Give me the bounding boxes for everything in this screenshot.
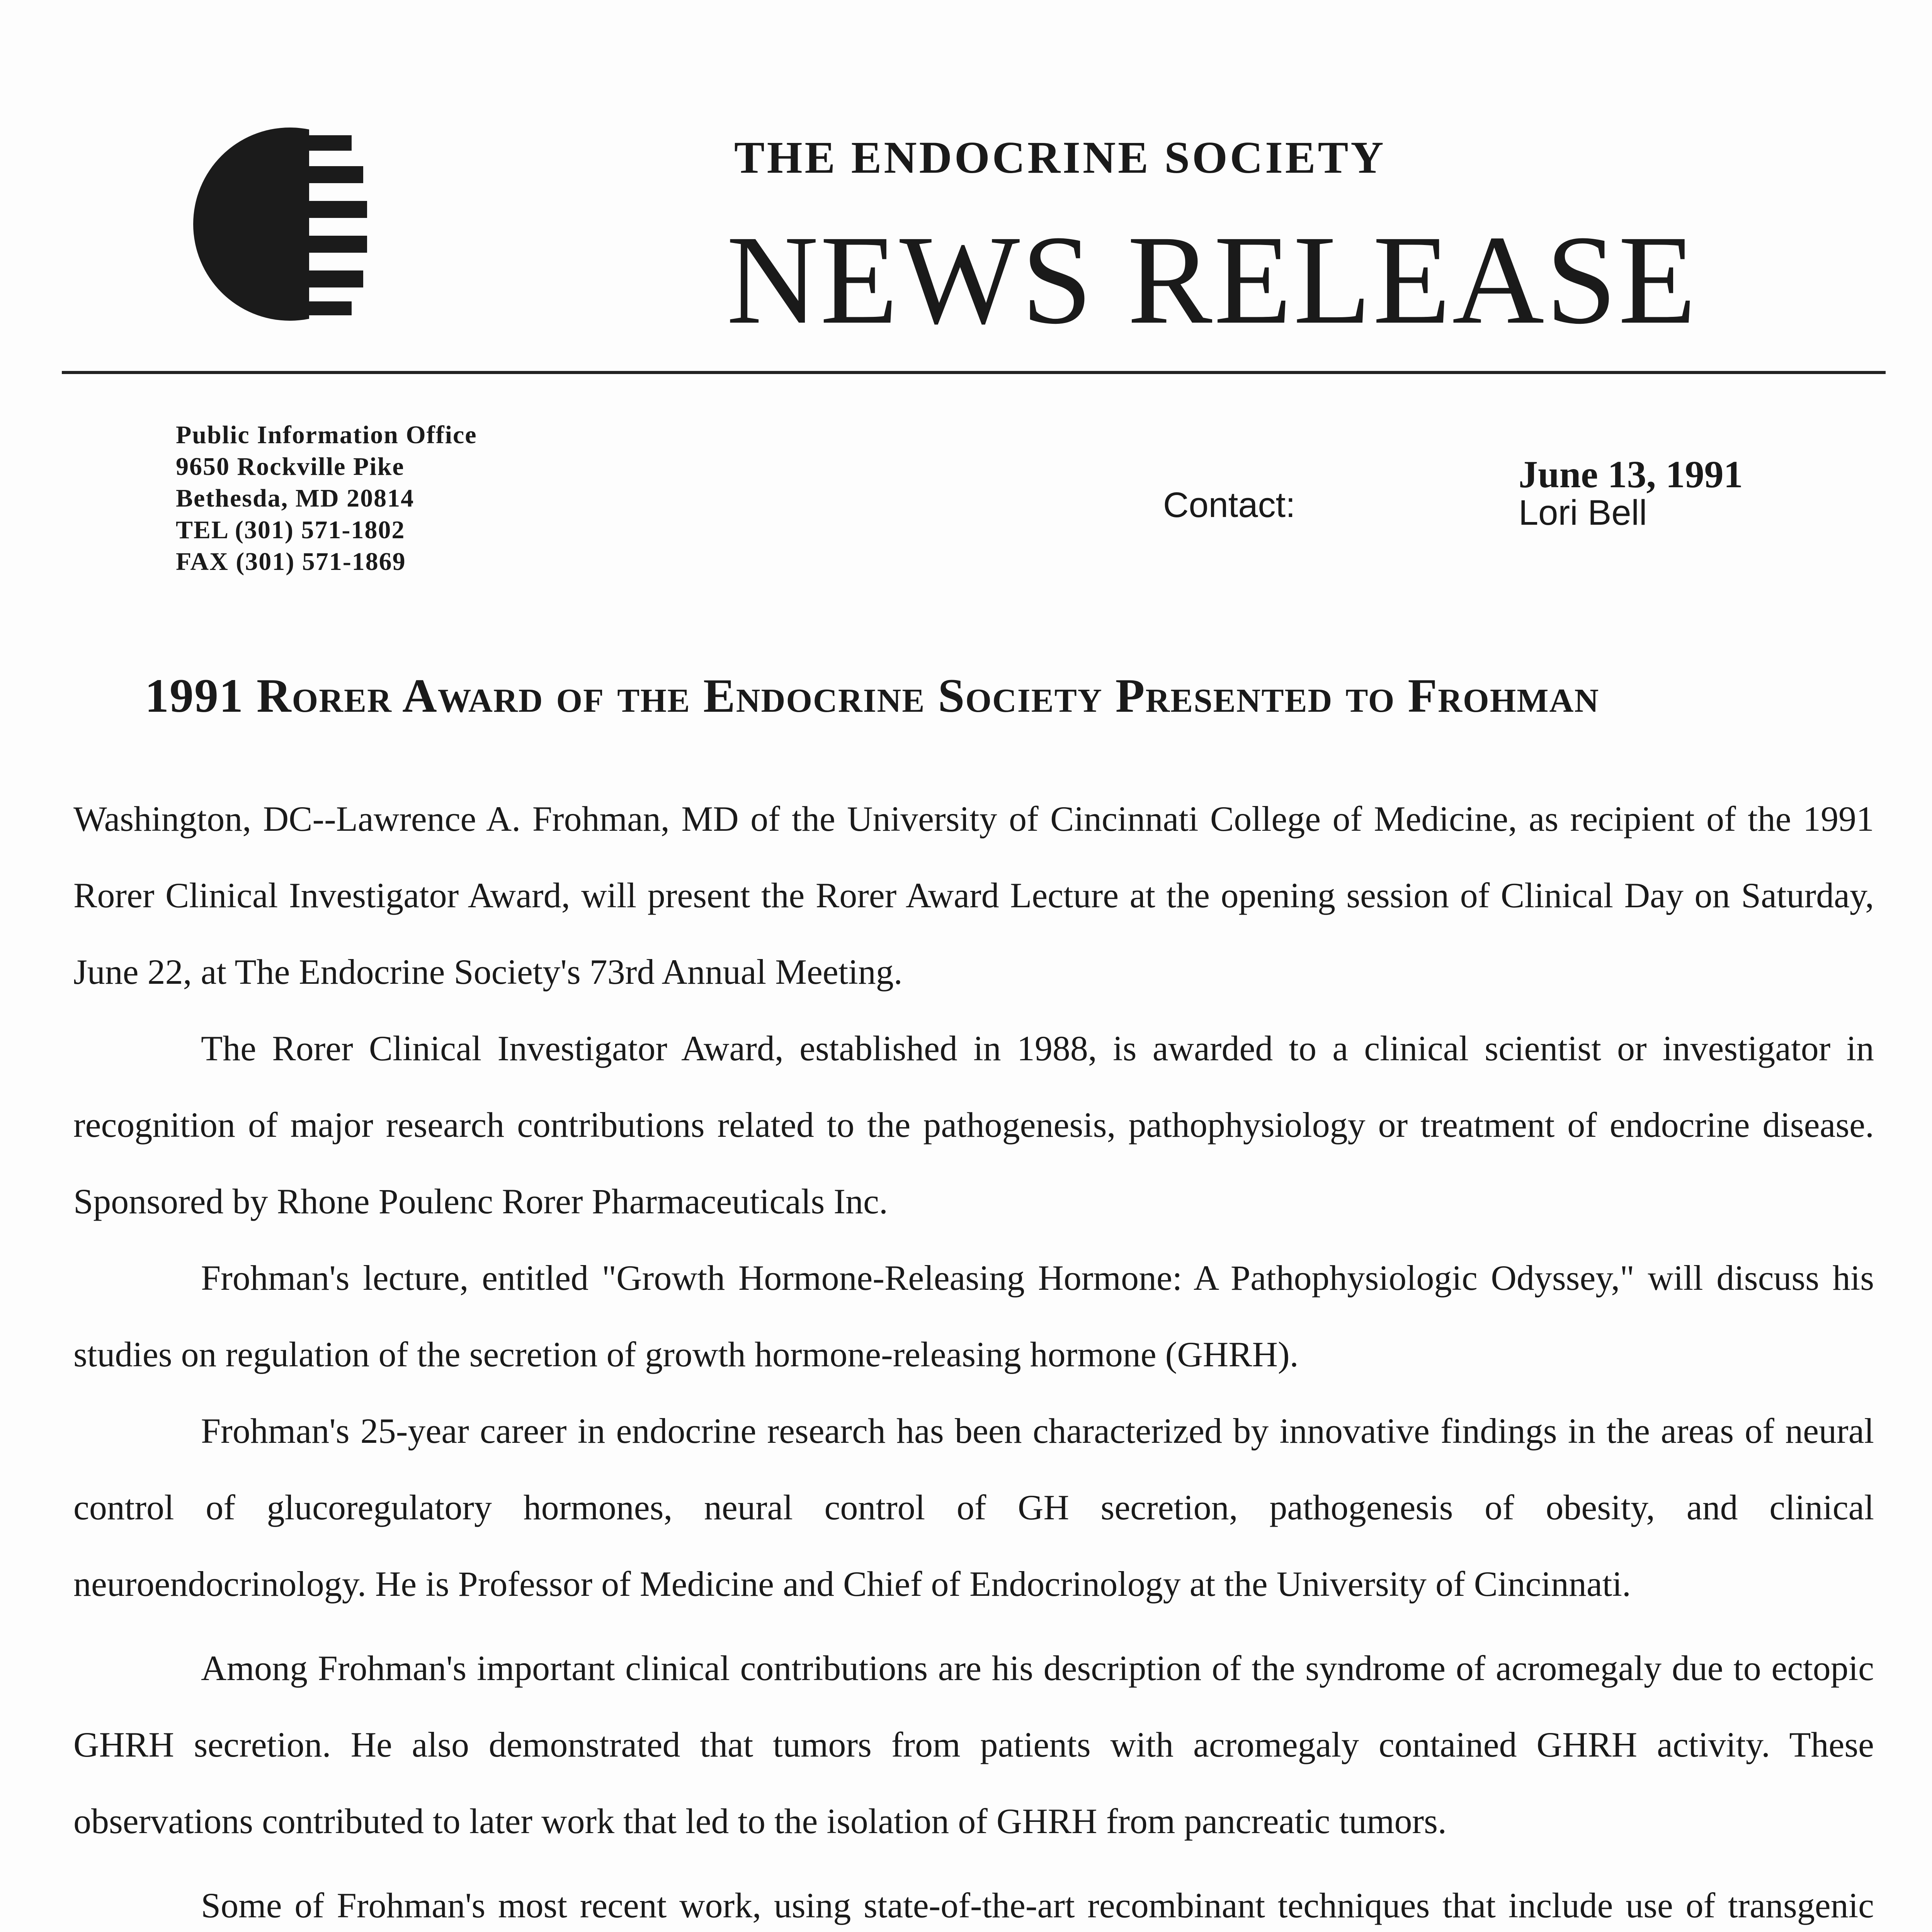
office-line: FAX (301) 571-1869 bbox=[176, 548, 406, 576]
society-name: THE ENDOCRINE SOCIETY bbox=[734, 132, 1386, 183]
office-line: 9650 Rockville Pike bbox=[176, 452, 405, 481]
office-line: Bethesda, MD 20814 bbox=[176, 484, 415, 512]
paragraph: The Rorer Clinical Investigator Award, established in 1988, is awarded to a clinical scientist or investigator in recognition of major research contributions related to the pathogenesis, pathophysiology or treatment of endocrine disease. Sponsored by Rhone Poulenc Rorer Pharmaceuticals Inc. bbox=[73, 1029, 1874, 1221]
body-text bbox=[73, 781, 1874, 1932]
release-date: June 13, 1991 bbox=[1519, 453, 1743, 496]
office-line: Public Information Office bbox=[176, 421, 477, 449]
office-line: TEL (301) 571-1802 bbox=[176, 516, 405, 544]
headline: 1991 Rorer Award of the Endocrine Society Presented to Frohman bbox=[145, 669, 1600, 722]
office-address-block bbox=[176, 419, 601, 578]
contact-name: Lori Bell bbox=[1519, 493, 1647, 532]
header-divider bbox=[62, 371, 1886, 374]
paragraph: Frohman's 25-year career in endocrine research has been characterized by innovative findings in the areas of neural control of glucoregulatory hormones, neural control of GH secretion, pathogenesis of obesity, and clinical neuroendocrinology. He is Professor of Medicine and Chief of Endocrinology at the University of Cincinnati. bbox=[73, 1411, 1874, 1604]
paragraph: Among Frohman's important clinical contributions are his description of the syndrome of acromegaly due to ectopic GHRH secretion. He also demonstrated that tumors from patients with acromegaly contained GHRH activity. These observations contributed to later work that led to the isolation of GHRH from pancreatic tumors. bbox=[73, 1648, 1874, 1841]
endocrine-society-logo bbox=[182, 124, 398, 325]
contact-label: Contact: bbox=[1163, 485, 1296, 525]
paragraph: Frohman's lecture, entitled "Growth Hormone-Releasing Hormone: A Pathophysiologic Odyssey," will discuss his studies on regulation of the secretion of growth hormone-releasing hormone (GHRH). bbox=[73, 1258, 1874, 1374]
paragraph: Washington, DC--Lawrence A. Frohman, MD of the University of Cincinnati College of Medicine, as recipient of the 1991 Rorer Clinical Investigator Award, will present the Rorer Award Lecture at the opening session of Clinical Day on Saturday, June 22, at The Endocrine Society's 73rd Annual Meeting. bbox=[73, 799, 1874, 992]
news-release-title: NEWS RELEASE bbox=[726, 209, 1698, 350]
paragraph: Some of Frohman's most recent work, using state-of-the-art recombinant techniques that include use of transgenic bbox=[201, 1886, 1874, 1925]
